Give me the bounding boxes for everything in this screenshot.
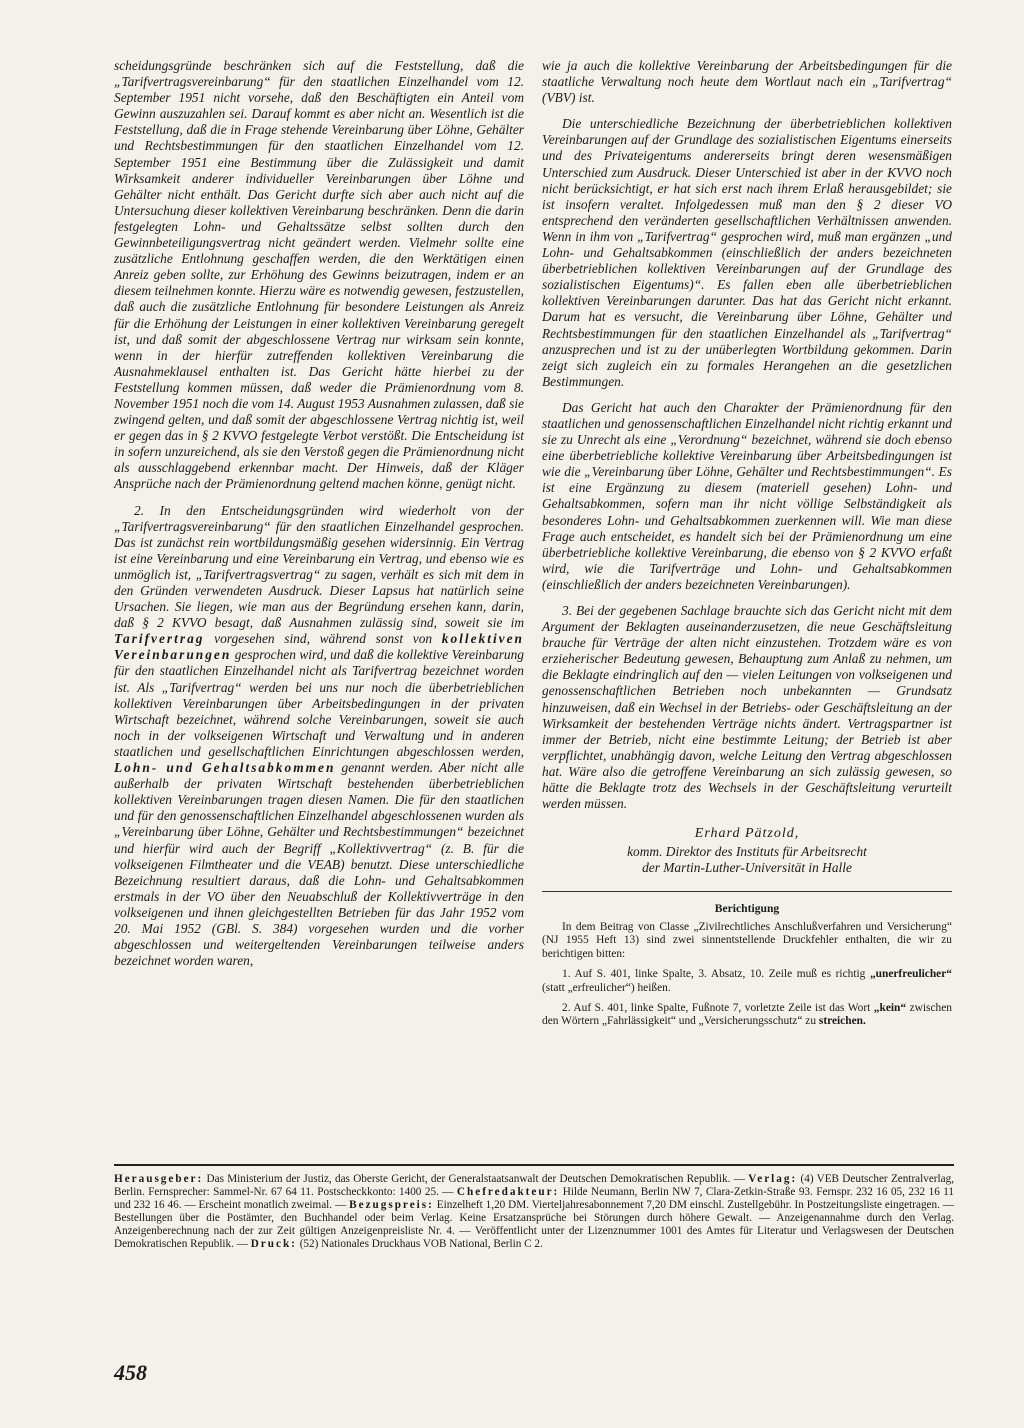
text-run: (statt „erfreulicher“) heißen.: [542, 981, 671, 994]
author-name: Erhard Pätzold,: [694, 826, 800, 842]
correction-box: [542, 902, 952, 1029]
right-paragraph-3: Das Gericht hat auch den Charakter der Prämienordnung für den staatlichen und genossenschaftlichen Einzelhandel nicht richtig erkannt und sie zu Unrecht als eine „Verordnung“ bezeichnet, während sie doch ebenso eine überbetriebliche kollektive Vereinbarung über Arbeitsbedingungen ist wie die „Vereinbarung über Löhne, Gehälter und Rechtsbestimmungen“. Es ist eine Ergänzung zu diesem (materiell gesehen) Lohn- und Gehaltsabkommen, sofern man ihr nicht völlige Selbständigkeit als besonderes Lohn- und Gehaltsabkommen zuerkennen will. Wie man diese Frage auch entscheidet, es handelt sich bei der Prämienordnung um eine überbetriebliche kollektive Vereinbarung, die ebenso von § 2 KVVO erfaßt wird, wie die Tarifverträge und Lohn- und Gehaltsabkommen (einschließlich der anders bezeichneten Vereinbarungen).: [542, 399, 952, 592]
signature: [542, 826, 952, 876]
imprint-text: Das Ministerium der Justiz, das Oberste Gericht, der Generalstaatsanwalt der Deutschen Demokratischen Republik. —: [206, 1173, 745, 1185]
left-paragraph-1: scheidungsgründe beschränken sich auf die Feststellung, daß die „Tarifvertragsvereinbarung“ für den staatlichen Einzelhandel vom 12. September 1951 nicht vorsehe, daß den Beschäftigten ein Anteil vom Gewinn auszuzahlen sei. Darauf kommt es aber nicht an. Wesentlich ist die Feststellung, daß die in Frage stehende Vereinbarung über Löhne, Gehälter und Rechtsbestimmungen für den staatlichen Einzelhandel vom 12. September 1951 eine Bestimmung über die Zulässigkeit und damit Wirksamkeit anderer individueller Vereinbarungen über Löhne und Gehälter nicht enthält. Das Gericht durfte sich aber auch nicht auf die Untersuchung dieser kollektiven Vereinbarung beschränken. Denn die darin festgelegten Lohn- und Gehaltssätze selbst sollten durch den Gewinnbeteiligungsvertrag nicht geändert werden. Vielmehr sollte eine zusätzliche Entlohnung geschaffen werden, die den Werktätigen einen Anreiz geben sollte, zur Erhöhung des Gewinns beizutragen, indem er an diesem teilnehmen konnte. Hierzu wäre es notwendig gewesen, festzustellen, daß auch die zusätzliche Entlohnung für besondere Leistungen als Anreiz für die Erhöhung der Leistungen in einer kollektiven Vereinbarung geregelt ist, und daß somit der abgeschlossene Vertrag nur wirksam sein konnte, wenn in der hierfür zutreffenden kollektiven Vereinbarung die Ausnahmeklausel enthalten ist. Das Gericht hätte hierbei zu der Feststellung kommen müssen, daß weder die Prämienordnung vom 8. November 1951 noch die vom 14. August 1953 Ausnahmen zulassen, daß sie zwingend gelten, und daß somit der abgeschlossene Vertrag nichtig ist, weil er gegen das in § 2 KVVO festgelegte Verbot verstößt. Die Entscheidung ist in sofern unzureichend, als sie den Verstoß gegen die Prämienordnung nicht als ausschlaggebend erkennbar macht. Der Hinweis, daß der Kläger Ansprüche nach der Prämienordnung geltend machen könne, genügt nicht.: [114, 58, 524, 492]
text-run: genannt werden. Aber nicht alle außerhalb der privaten Wirtschaft bestehenden überbetrieblichen kollektiven Vereinbarungen tragen diesen Namen. Die für den staatlichen und für den genossenschaftlichen Einzelhandel abgeschlossenen wurden als „Vereinbarung über Löhne, Gehälter und Rechtsbestimmungen“ bezeichnet und hierfür wird auch der Begriff „Kollektivvertrag“ (z. B. für die volkseigenen Filmtheater und die VEAB) benutzt. Diese unterschiedliche Bezeichnung resultiert daraus, daß die Lohn- und Gehaltsabkommen erstmals in der VO über den Neuabschluß der Kollektivverträge in den volkseigenen und ihnen gleichgestellten Betrieben für das Jahr 1952 vom 20. Mai 1952 (GBl. S. 384) vorgesehen wurden und die vorher abgeschlossen und weitergeltenden Vereinbarungen teilweise anders bezeichnet worden waren,: [114, 760, 524, 969]
right-paragraph-4: 3. Bei der gegebenen Sachlage brauchte sich das Gericht nicht mit dem Argument der Beklagten auseinanderzusetzen, die neue Geschäftsleitung brauche für Verträge der alten nicht einzustehen. Trotzdem wäre es von erzieherischer Bedeutung gewesen, Behauptung zum Anlaß zu nehmen, um die Beklagte eindringlich auf den — vielen Leitungen von volkseigenen und genossenschaftlichen Betrieben noch unbekannten — Grundsatz hinzuweisen, daß ein Wechsel in der Betriebs- oder Geschäftsleitung an der Wirksamkeit der bestehenden Verträge nichts ändert. Vertragspartner ist immer der Betrieb, nicht eine bestimmte Leitung; der Betrieb ist aber verpflichtet, unabhängig davon, welche Leitung den Vertrag abgeschlossen hat. Wäre also die getroffene Vereinbarung an sich zulässig gewesen, so hätte die Beklagte trotz des Wechsels in der Geschäftsleitung verurteilt werden müssen.: [542, 603, 952, 812]
spaced-term: kollektiven Vereinbarungen: [114, 631, 524, 663]
bold-term: „unerfreulicher“: [869, 968, 952, 981]
imprint-label: Herausgeber:: [114, 1173, 204, 1185]
imprint-label: Verlag:: [748, 1173, 798, 1185]
bold-term: „kein“: [873, 1001, 907, 1014]
imprint-text: Hilde Neumann, Berlin NW 7, Clara-Zetkin-Straße 93. Fernspr. 232 16 05, 232 16 11 und 232 16 46. — Erscheint monatlich zweimal. —: [114, 1186, 955, 1212]
imprint-label: Bezugspreis:: [349, 1199, 434, 1212]
left-column: [114, 58, 524, 969]
text-run: 2. Auf S. 401, linke Spalte, Fußnote 7, vorletzte Zeile ist das Wort: [562, 1001, 871, 1014]
left-paragraph-2: [114, 503, 524, 970]
right-column: [542, 58, 952, 1029]
right-paragraph-1: wie ja auch die kollektive Vereinbarung der Arbeitsbedingungen für die staatliche Verwaltung noch heute dem Wortlaut nach ein „Tarifvertrag“ (VBV) ist.: [542, 58, 952, 106]
author-role-line-1: komm. Direktor des Instituts für Arbeitsrecht: [627, 844, 867, 860]
author-role-line-2: der Martin-Luther-Universität in Halle: [642, 860, 852, 876]
imprint-text: (52) Nationales Druckhaus VOB National, Berlin C 2.: [299, 1238, 543, 1251]
right-paragraph-2: Die unterschiedliche Bezeichnung der überbetrieblichen kollektiven Vereinbarungen auf der Grundlage des sozialistischen Eigentums einerseits und des Privateigentums andererseits bringt deren wesensmäßigen Unterschied zum Ausdruck. Dieser Unterschied ist aber in der KVVO noch nicht berücksichtigt, er hat sich erst nach ihrem Erlaß herausgebildet; sie ist insofern veraltet. Infolgedessen muß man den § 2 dieser VO entsprechend den veränderten gesellschaftlichen Verhältnissen anwenden. Wenn in ihm von „Tarifvertrag“ gesprochen wird, muß man ergänzen „und Lohn- und Gehaltsabkommen (einschließlich der anders bezeichneten überbetrieblichen kollektiven Vereinbarungen auf der Grundlage des sozialistischen Eigentums)“. Es fallen eben alle überbetrieblichen kollektiven Vereinbarungen darunter. Das hat das Gericht nicht erkannt. Darum hat es versucht, die Vereinbarung über Löhne, Gehälter und Rechtsbestimmungen für den staatlichen Einzelhandel als „Tarifvertrag“ anzusprechen und ist zu der unüberlegten Wortbildung gekommen. Darin zeigt sich zugleich ein zu formales Herangehen an die gesetzlichen Bestimmungen.: [542, 116, 952, 389]
spaced-term: Lohn- und Gehaltsabkommen: [114, 760, 336, 776]
bold-term: streichen.: [818, 1015, 866, 1028]
text-run: vorgesehen sind, während sonst von: [214, 631, 433, 647]
imprint: [114, 1164, 954, 1252]
imprint-text: (4) VEB Deutscher Zentralverlag, Berlin. Fernsprecher: Sammel-Nr. 67 64 11. Postscheckkonto: 1400 25. —: [114, 1173, 955, 1199]
correction-item-1: [542, 968, 952, 995]
page-number: 458: [114, 1360, 147, 1385]
correction-title: Berichtigung: [714, 901, 780, 915]
text-run: 1. Auf S. 401, linke Spalte, 3. Absatz, 10. Zeile muß es richtig: [562, 968, 866, 981]
correction-item-2: [542, 1002, 952, 1029]
imprint-label: Druck:: [250, 1238, 297, 1251]
spaced-term: Tarifvertrag: [114, 631, 205, 647]
imprint-label: Chefredakteur:: [456, 1186, 560, 1199]
text-run: 2. In den Entscheidungsgründen wird wiederholt von der „Tarifvertragsvereinbarung“ für den staatlichen Einzelhandel gesprochen. Das ist zunächst rein wortbildungsmäßig gesehen widersinnig. Ein Vertrag ist eine Vereinbarung und eine Vereinbarung ein Vertrag, und ebenso wie es unmöglich ist, „Tarifvertragsvertrag“ zu sagen, verhält es sich mit dem in den Gründen verwendeten Ausdruck. Dieser Lapsus hat natürlich seine Ursachen. Sie liegen, wie man aus der Begründung ersehen kann, darin, daß § 2 KVVO besagt, daß Ausnahmen zulässig sind, soweit sie im: [114, 502, 524, 631]
correction-intro: In dem Beitrag von Classe „Zivilrechtliches Anschlußverfahren und Versicherung“ (NJ 1955 Heft 13) sind zwei sinnentstellende Druckfehler enthalten, die wir zu berichtigen bitten:: [542, 920, 952, 960]
divider: [542, 891, 952, 892]
text-run: zwischen den Wörtern „Fahrlässigkeit“ und „Versicherungsschutz“ zu: [542, 1001, 952, 1028]
imprint-text: Einzelheft 1,20 DM. Vierteljahresabonnement 7,20 DM einschl. Zustellgebühr. In Postzeitungsliste eingetragen. — Bestellungen über die Postämter, den Buchhandel oder beim Verlag. Keine Ersatzansprüche bei Störungen durch höhere Gewalt. — Anzeigenannahme durch den Verlag. Anzeigenberechnung nach der zur Zeit gültigen Anzeigenpreisliste Nr. 4. — Veröffentlicht unter der Lizenznummer 1001 des Amtes für Literatur und Verlagswesen der Deutschen Demokratischen Republik. —: [114, 1199, 955, 1251]
text-run: gesprochen wird, und daß die kollektive Vereinbarung für den staatlichen Einzelhandel nicht als Tarifvertrag bezeichnet worden ist. Als „Tarifvertrag“ werden bei uns nur noch die überbetrieblichen kollektiven Vereinbarungen über Arbeitsbedingungen in der privaten Wirtschaft bezeichnet, während solche Vereinbarungen, soweit sie auch noch in der volkseigenen Wirtschaft und Verwaltung und in anderen staatlichen und gesellschaftlichen Einrichtungen abgeschlossen werden,: [114, 647, 524, 759]
